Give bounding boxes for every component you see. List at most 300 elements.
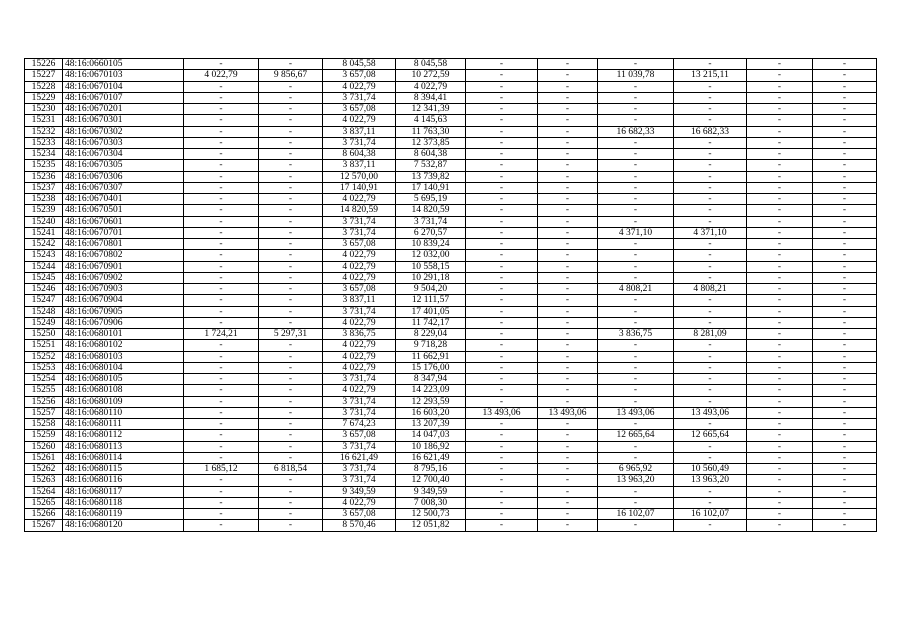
- table-row: [25, 104, 877, 115]
- value-cell: -: [598, 306, 674, 317]
- table-row: [25, 250, 877, 261]
- value-cell: -: [259, 407, 323, 418]
- value-cell: -: [813, 149, 877, 160]
- value-cell: -: [184, 385, 259, 396]
- value-cell: -: [466, 205, 538, 216]
- value-cell: -: [813, 362, 877, 373]
- value-cell: -: [259, 59, 323, 70]
- cadastral-number-cell: 48:16:0680112: [63, 430, 184, 441]
- value-cell: -: [598, 452, 674, 463]
- value-cell: -: [466, 441, 538, 452]
- value-cell: -: [184, 194, 259, 205]
- value-cell: -: [747, 81, 813, 92]
- value-cell: -: [538, 329, 598, 340]
- value-cell: -: [813, 306, 877, 317]
- table-row: [25, 261, 877, 272]
- value-cell: 3 657,08: [323, 104, 396, 115]
- row-number-cell: 15267: [25, 520, 63, 531]
- value-cell: -: [813, 452, 877, 463]
- value-cell: -: [674, 351, 747, 362]
- value-cell: -: [674, 385, 747, 396]
- value-cell: -: [674, 520, 747, 531]
- value-cell: -: [466, 351, 538, 362]
- value-cell: -: [598, 340, 674, 351]
- value-cell: -: [538, 92, 598, 103]
- value-cell: -: [674, 59, 747, 70]
- value-cell: 10 186,92: [396, 441, 466, 452]
- value-cell: -: [813, 216, 877, 227]
- value-cell: -: [747, 239, 813, 250]
- value-cell: -: [538, 115, 598, 126]
- value-cell: 9 504,20: [396, 284, 466, 295]
- value-cell: 14 047,03: [396, 430, 466, 441]
- table-row: [25, 340, 877, 351]
- cadastral-number-cell: 48:16:0670301: [63, 115, 184, 126]
- row-number-cell: 15250: [25, 329, 63, 340]
- value-cell: -: [184, 137, 259, 148]
- value-cell: -: [813, 340, 877, 351]
- row-number-cell: 15226: [25, 59, 63, 70]
- value-cell: -: [674, 486, 747, 497]
- value-cell: 3 657,08: [323, 284, 396, 295]
- value-cell: -: [259, 509, 323, 520]
- value-cell: -: [747, 419, 813, 430]
- value-cell: -: [747, 295, 813, 306]
- value-cell: 13 493,06: [466, 407, 538, 418]
- value-cell: -: [674, 317, 747, 328]
- value-cell: 16 621,49: [396, 452, 466, 463]
- value-cell: -: [674, 81, 747, 92]
- value-cell: 10 560,49: [674, 464, 747, 475]
- value-cell: -: [674, 137, 747, 148]
- value-cell: 8 394,41: [396, 92, 466, 103]
- value-cell: -: [259, 520, 323, 531]
- value-cell: -: [259, 160, 323, 171]
- value-cell: -: [184, 340, 259, 351]
- value-cell: -: [538, 486, 598, 497]
- table-row: [25, 126, 877, 137]
- value-cell: -: [466, 70, 538, 81]
- value-cell: -: [813, 194, 877, 205]
- value-cell: -: [598, 205, 674, 216]
- value-cell: -: [598, 149, 674, 160]
- value-cell: -: [259, 126, 323, 137]
- row-number-cell: 15228: [25, 81, 63, 92]
- value-cell: -: [538, 81, 598, 92]
- value-cell: -: [259, 317, 323, 328]
- value-cell: 13 207,39: [396, 419, 466, 430]
- row-number-cell: 15259: [25, 430, 63, 441]
- row-number-cell: 15233: [25, 137, 63, 148]
- value-cell: 3 657,08: [323, 430, 396, 441]
- value-cell: -: [466, 216, 538, 227]
- value-cell: -: [674, 160, 747, 171]
- table-row: [25, 137, 877, 148]
- cadastral-number-cell: 48:16:0670903: [63, 284, 184, 295]
- value-cell: -: [466, 149, 538, 160]
- value-cell: -: [184, 351, 259, 362]
- value-cell: -: [813, 81, 877, 92]
- value-cell: -: [466, 81, 538, 92]
- value-cell: 8 045,58: [396, 59, 466, 70]
- value-cell: 6 965,92: [598, 464, 674, 475]
- value-cell: -: [598, 182, 674, 193]
- table-row: [25, 486, 877, 497]
- value-cell: -: [259, 104, 323, 115]
- value-cell: -: [184, 374, 259, 385]
- value-cell: -: [813, 419, 877, 430]
- value-cell: 9 856,67: [259, 70, 323, 81]
- value-cell: -: [598, 351, 674, 362]
- value-cell: 13 215,11: [674, 70, 747, 81]
- value-cell: -: [747, 452, 813, 463]
- row-number-cell: 15262: [25, 464, 63, 475]
- table-row: [25, 182, 877, 193]
- row-number-cell: 15229: [25, 92, 63, 103]
- value-cell: -: [184, 475, 259, 486]
- row-number-cell: 15257: [25, 407, 63, 418]
- value-cell: -: [259, 81, 323, 92]
- value-cell: -: [747, 126, 813, 137]
- value-cell: -: [538, 295, 598, 306]
- value-cell: 5 297,31: [259, 329, 323, 340]
- table-row: [25, 407, 877, 418]
- value-cell: -: [259, 430, 323, 441]
- row-number-cell: 15249: [25, 317, 63, 328]
- cadastral-number-cell: 48:16:0670701: [63, 227, 184, 238]
- cadastral-number-cell: 48:16:0680115: [63, 464, 184, 475]
- value-cell: 3 731,74: [323, 464, 396, 475]
- value-cell: 7 532,87: [396, 160, 466, 171]
- value-cell: -: [747, 194, 813, 205]
- row-number-cell: 15245: [25, 272, 63, 283]
- value-cell: -: [598, 441, 674, 452]
- value-cell: -: [674, 452, 747, 463]
- value-cell: 4 022,79: [184, 70, 259, 81]
- cadastral-number-cell: 48:16:0670303: [63, 137, 184, 148]
- table-row: [25, 59, 877, 70]
- row-number-cell: 15235: [25, 160, 63, 171]
- value-cell: 3 731,74: [323, 306, 396, 317]
- value-cell: -: [813, 92, 877, 103]
- value-cell: -: [747, 464, 813, 475]
- value-cell: -: [813, 351, 877, 362]
- value-cell: -: [674, 362, 747, 373]
- value-cell: 3 731,74: [323, 137, 396, 148]
- table-body: [25, 59, 877, 532]
- value-cell: 10 839,24: [396, 239, 466, 250]
- table-row: [25, 351, 877, 362]
- value-cell: -: [747, 284, 813, 295]
- value-cell: -: [813, 272, 877, 283]
- row-number-cell: 15255: [25, 385, 63, 396]
- table-row: [25, 464, 877, 475]
- value-cell: -: [813, 509, 877, 520]
- value-cell: 3 657,08: [323, 509, 396, 520]
- cadastral-number-cell: 48:16:0680101: [63, 329, 184, 340]
- row-number-cell: 15236: [25, 171, 63, 182]
- value-cell: -: [259, 149, 323, 160]
- value-cell: -: [259, 92, 323, 103]
- cadastral-number-cell: 48:16:0670902: [63, 272, 184, 283]
- value-cell: 13 739,82: [396, 171, 466, 182]
- value-cell: -: [466, 329, 538, 340]
- value-cell: 10 272,59: [396, 70, 466, 81]
- value-cell: 4 022,79: [323, 115, 396, 126]
- row-number-cell: 15232: [25, 126, 63, 137]
- value-cell: 12 341,39: [396, 104, 466, 115]
- value-cell: -: [747, 329, 813, 340]
- value-cell: 4 022,79: [323, 194, 396, 205]
- value-cell: -: [747, 396, 813, 407]
- value-cell: 16 621,49: [323, 452, 396, 463]
- value-cell: -: [813, 486, 877, 497]
- value-cell: -: [259, 475, 323, 486]
- value-cell: -: [813, 374, 877, 385]
- value-cell: -: [813, 475, 877, 486]
- value-cell: -: [747, 272, 813, 283]
- row-number-cell: 15263: [25, 475, 63, 486]
- value-cell: 4 022,79: [323, 340, 396, 351]
- value-cell: -: [598, 216, 674, 227]
- value-cell: -: [598, 81, 674, 92]
- value-cell: -: [538, 261, 598, 272]
- row-number-cell: 15239: [25, 205, 63, 216]
- cadastral-number-cell: 48:16:0670304: [63, 149, 184, 160]
- value-cell: -: [538, 430, 598, 441]
- value-cell: -: [184, 205, 259, 216]
- value-cell: -: [259, 227, 323, 238]
- table-row: [25, 194, 877, 205]
- value-cell: -: [813, 227, 877, 238]
- value-cell: -: [466, 509, 538, 520]
- data-table: [24, 58, 877, 532]
- value-cell: -: [184, 295, 259, 306]
- table-row: [25, 362, 877, 373]
- table-row: [25, 81, 877, 92]
- cadastral-number-cell: 48:16:0670103: [63, 70, 184, 81]
- value-cell: -: [538, 227, 598, 238]
- cadastral-number-cell: 48:16:0680118: [63, 497, 184, 508]
- value-cell: -: [259, 486, 323, 497]
- value-cell: -: [747, 520, 813, 531]
- value-cell: -: [184, 261, 259, 272]
- cadastral-number-cell: 48:16:0680103: [63, 351, 184, 362]
- cadastral-number-cell: 48:16:0670601: [63, 216, 184, 227]
- value-cell: 15 176,00: [396, 362, 466, 373]
- cadastral-number-cell: 48:16:0680108: [63, 385, 184, 396]
- table-row: [25, 284, 877, 295]
- value-cell: -: [813, 171, 877, 182]
- value-cell: -: [259, 250, 323, 261]
- value-cell: 4 022,79: [323, 497, 396, 508]
- value-cell: -: [598, 104, 674, 115]
- table-row: [25, 475, 877, 486]
- value-cell: 8 604,38: [396, 149, 466, 160]
- table-row: [25, 317, 877, 328]
- row-number-cell: 15242: [25, 239, 63, 250]
- value-cell: -: [674, 419, 747, 430]
- value-cell: 3 837,11: [323, 295, 396, 306]
- value-cell: -: [538, 104, 598, 115]
- value-cell: 8 347,94: [396, 374, 466, 385]
- value-cell: -: [184, 486, 259, 497]
- row-number-cell: 15227: [25, 70, 63, 81]
- value-cell: -: [538, 362, 598, 373]
- cadastral-number-cell: 48:16:0670305: [63, 160, 184, 171]
- value-cell: -: [813, 396, 877, 407]
- value-cell: 11 742,17: [396, 317, 466, 328]
- value-cell: 9 718,28: [396, 340, 466, 351]
- table-row: [25, 419, 877, 430]
- value-cell: 12 051,82: [396, 520, 466, 531]
- value-cell: -: [184, 396, 259, 407]
- value-cell: -: [674, 149, 747, 160]
- row-number-cell: 15238: [25, 194, 63, 205]
- value-cell: -: [598, 497, 674, 508]
- value-cell: -: [538, 250, 598, 261]
- value-cell: -: [674, 250, 747, 261]
- value-cell: -: [466, 272, 538, 283]
- value-cell: 4 022,79: [323, 261, 396, 272]
- value-cell: 13 963,20: [598, 475, 674, 486]
- value-cell: 16 102,07: [674, 509, 747, 520]
- value-cell: -: [184, 362, 259, 373]
- value-cell: -: [259, 216, 323, 227]
- value-cell: -: [538, 340, 598, 351]
- value-cell: -: [184, 227, 259, 238]
- cadastral-number-cell: 48:16:0670501: [63, 205, 184, 216]
- value-cell: 3 657,08: [323, 70, 396, 81]
- value-cell: -: [259, 115, 323, 126]
- value-cell: 8 281,09: [674, 329, 747, 340]
- value-cell: -: [538, 272, 598, 283]
- value-cell: -: [466, 419, 538, 430]
- value-cell: -: [259, 441, 323, 452]
- value-cell: 12 111,57: [396, 295, 466, 306]
- value-cell: -: [466, 171, 538, 182]
- value-cell: 3 657,08: [323, 239, 396, 250]
- value-cell: -: [466, 284, 538, 295]
- value-cell: 12 500,73: [396, 509, 466, 520]
- value-cell: -: [466, 261, 538, 272]
- value-cell: -: [538, 351, 598, 362]
- value-cell: -: [598, 194, 674, 205]
- value-cell: 13 493,06: [674, 407, 747, 418]
- value-cell: -: [747, 149, 813, 160]
- value-cell: -: [598, 362, 674, 373]
- value-cell: -: [466, 59, 538, 70]
- value-cell: 11 039,78: [598, 70, 674, 81]
- value-cell: -: [466, 396, 538, 407]
- value-cell: -: [184, 104, 259, 115]
- row-number-cell: 15246: [25, 284, 63, 295]
- value-cell: 4 371,10: [598, 227, 674, 238]
- value-cell: -: [747, 216, 813, 227]
- value-cell: -: [674, 194, 747, 205]
- value-cell: 12 700,40: [396, 475, 466, 486]
- cadastral-number-cell: 48:16:0670307: [63, 182, 184, 193]
- cadastral-number-cell: 48:16:0670401: [63, 194, 184, 205]
- value-cell: -: [184, 430, 259, 441]
- row-number-cell: 15261: [25, 452, 63, 463]
- value-cell: 3 836,75: [323, 329, 396, 340]
- value-cell: -: [747, 362, 813, 373]
- value-cell: -: [538, 317, 598, 328]
- value-cell: -: [538, 419, 598, 430]
- cadastral-number-cell: 48:16:0680119: [63, 509, 184, 520]
- value-cell: -: [466, 182, 538, 193]
- value-cell: -: [813, 160, 877, 171]
- value-cell: -: [538, 126, 598, 137]
- value-cell: -: [538, 385, 598, 396]
- value-cell: 17 140,91: [396, 182, 466, 193]
- value-cell: -: [674, 171, 747, 182]
- value-cell: 4 022,79: [323, 81, 396, 92]
- value-cell: -: [747, 486, 813, 497]
- value-cell: -: [259, 351, 323, 362]
- cadastral-number-cell: 48:16:0680113: [63, 441, 184, 452]
- value-cell: -: [598, 374, 674, 385]
- cadastral-number-cell: 48:16:0680105: [63, 374, 184, 385]
- value-cell: -: [813, 182, 877, 193]
- value-cell: -: [747, 115, 813, 126]
- value-cell: -: [259, 497, 323, 508]
- value-cell: 11 662,91: [396, 351, 466, 362]
- value-cell: 3 731,74: [323, 374, 396, 385]
- value-cell: 3 836,75: [598, 329, 674, 340]
- value-cell: 6 270,57: [396, 227, 466, 238]
- value-cell: -: [813, 329, 877, 340]
- cadastral-number-cell: 48:16:0670302: [63, 126, 184, 137]
- value-cell: 3 731,74: [396, 216, 466, 227]
- cadastral-number-cell: 48:16:0680114: [63, 452, 184, 463]
- value-cell: -: [747, 475, 813, 486]
- value-cell: 3 731,74: [323, 92, 396, 103]
- value-cell: 14 223,09: [396, 385, 466, 396]
- value-cell: -: [184, 115, 259, 126]
- value-cell: -: [747, 497, 813, 508]
- value-cell: -: [184, 171, 259, 182]
- value-cell: 16 603,20: [396, 407, 466, 418]
- value-cell: -: [813, 205, 877, 216]
- value-cell: -: [184, 419, 259, 430]
- value-cell: -: [813, 407, 877, 418]
- value-cell: 4 145,63: [396, 115, 466, 126]
- value-cell: -: [747, 340, 813, 351]
- value-cell: -: [598, 295, 674, 306]
- value-cell: -: [598, 520, 674, 531]
- table-row: [25, 452, 877, 463]
- value-cell: -: [598, 160, 674, 171]
- table-row: [25, 205, 877, 216]
- cadastral-number-cell: 48:16:0670104: [63, 81, 184, 92]
- cadastral-number-cell: 48:16:0680116: [63, 475, 184, 486]
- value-cell: -: [259, 272, 323, 283]
- row-number-cell: 15264: [25, 486, 63, 497]
- value-cell: 16 102,07: [598, 509, 674, 520]
- value-cell: 8 604,38: [323, 149, 396, 160]
- value-cell: 7 008,30: [396, 497, 466, 508]
- value-cell: -: [598, 419, 674, 430]
- value-cell: 4 022,79: [323, 351, 396, 362]
- value-cell: -: [747, 374, 813, 385]
- value-cell: -: [813, 430, 877, 441]
- value-cell: -: [598, 486, 674, 497]
- row-number-cell: 15243: [25, 250, 63, 261]
- cadastral-number-cell: 48:16:0680111: [63, 419, 184, 430]
- value-cell: 11 763,30: [396, 126, 466, 137]
